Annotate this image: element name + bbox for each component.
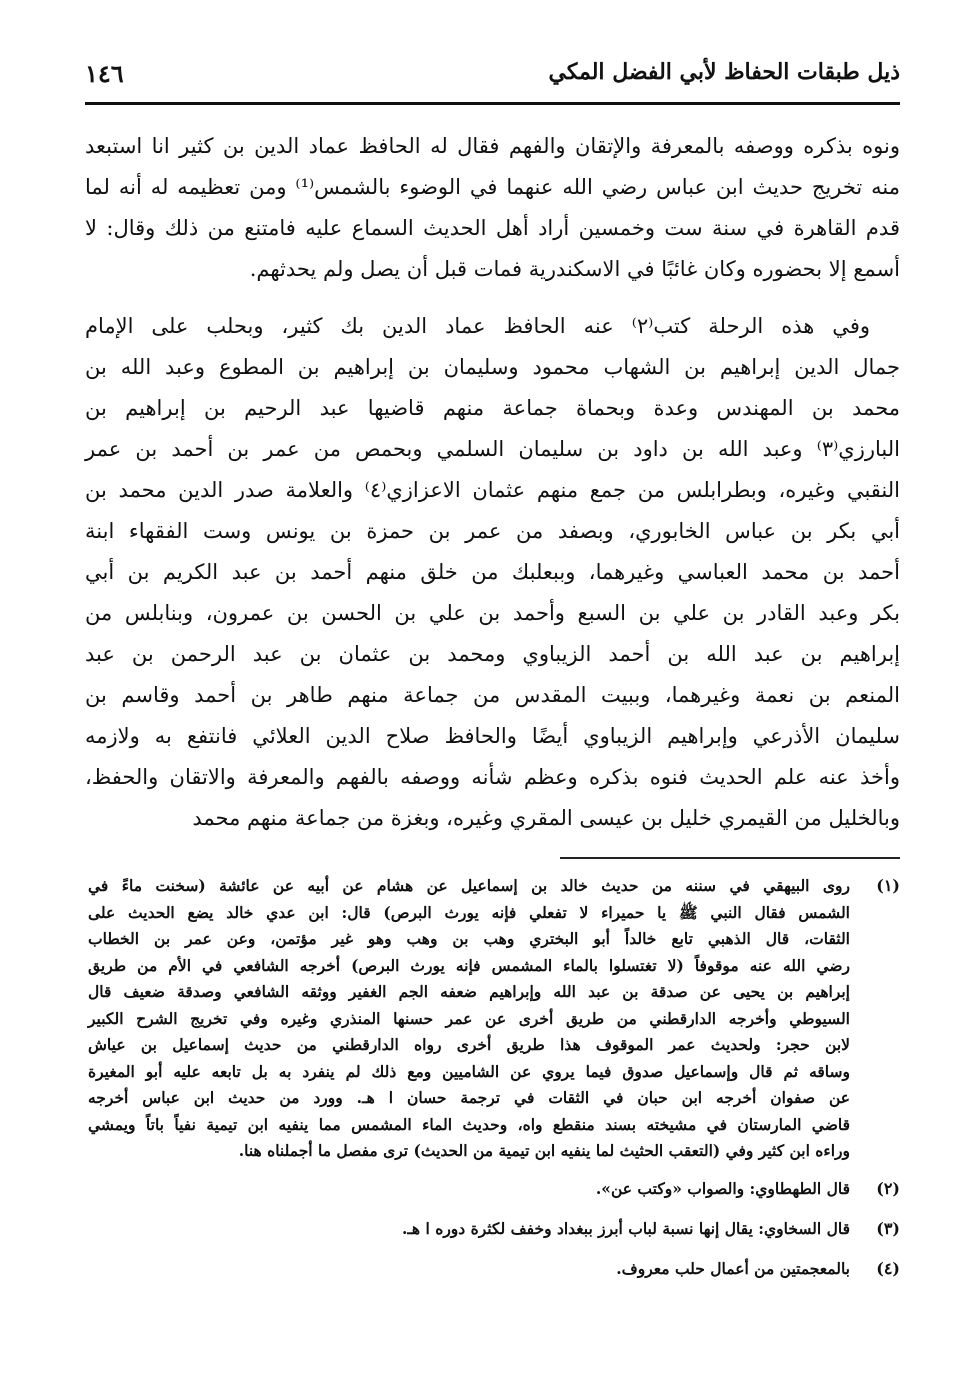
footnote-text <box>88 1213 850 1245</box>
footnote-line: إبراهيم بن يحيى عن صدقة بن عبد الله وإبراهيم ضعفه الجم الغفير ووثقه الشافعي وصدقة ضعيف قال <box>88 982 850 1001</box>
footnote-line: قال الطهطاوي: والصواب «وكتب عن». <box>595 1178 850 1198</box>
footnote-line: وراءه ابن كثير وفي (التعقب الحثيث لما ينفيه ابن تيمية من الحديث) ترى مفصل ما أجملناه هنا. <box>238 1141 850 1160</box>
footnote <box>88 1213 900 1245</box>
footnote-text <box>88 873 850 1165</box>
text-line: جمال الدين إبراهيم بن الشهاب محمود وسليمان بن إبراهيم بن المطوع وعبد الله بن <box>85 355 900 379</box>
paragraph <box>85 126 900 290</box>
page-header <box>85 55 900 95</box>
header-rule <box>85 102 900 105</box>
footnote <box>88 1173 900 1205</box>
paragraph <box>85 306 900 839</box>
text-line: أسمع إلا بحضوره وكان غائبًا في الاسكندرية فمات قبل أن يصل ولم يحدثهم. <box>249 257 900 281</box>
footnote-line: روى البيهقي في سننه من حديث خالد بن إسماعيل عن هشام عن أبيه عن عائشة (سخنت ماءً في <box>88 876 850 895</box>
text-line: وفي هذه الرحلة كتب⁽٢⁾ عنه الحافظ عماد الدين بك كثير، وبحلب على الإمام <box>85 314 870 338</box>
footnote-number: (٤) <box>876 1258 900 1278</box>
text-line: أحمد بن محمد العباسي وغيرهما، وببعلبك من خلق منهم أحمد بن عبد الكريم بن أبي <box>85 560 900 584</box>
text-line: أبي بكر بن عباس الخابوري، وبصفد من عمر بن حمزة بن يونس وست الفقهاء ابنة <box>85 519 900 543</box>
running-title: ذيل طبقات الحفاظ لأبي الفضل المكي <box>548 59 900 85</box>
footnote-line: الشمس فقال النبي ﷺ يا حميراء لا تفعلي فإنه يورث البرص) قال: ابن عدي خالد يضع الحديث على <box>88 902 850 922</box>
paragraph-gap <box>85 290 900 306</box>
footnote <box>88 1253 900 1285</box>
text-line: وبالخليل من القيمري خليل بن عيسى المقري وغيره، وبغزة من جماعة منهم محمد <box>192 806 900 830</box>
footnote-line: قاضي المارستان في مشيخته بسند منقطع واه، وحديث الماء المشمس مما ينفيه ابن تيمية نفياً باتاً ويمشي <box>88 1114 850 1134</box>
footnote-line: الثقات، قال الذهبي تابع خالداً أبو البختري وهب بن وهب وهو غير مؤتمن، وعن عمر بن الخطاب <box>88 929 850 948</box>
text-line: بكر وعبد القادر بن علي بن السبع وأحمد بن علي بن الحسن بن عمرون، وبنابلس من <box>85 601 900 625</box>
footnote-line: رضي الله عنه موقوفاً (لا تغتسلوا بالماء المشمس فإنه يورث البرص) أخرجه الشافعي في الأم من طريق <box>88 955 850 975</box>
footnotes <box>88 873 900 1285</box>
footnote-line: عن صفوان أخرجه ابن حبان في الثقات في ترجمة حسان ا هـ. وورد من حديث ابن عباس أخرجه <box>88 1088 850 1107</box>
text-line: وأخذ عنه علم الحديث فنوه بذكره وعظم شأنه ووصفه بالفهم والمعرفة والاتقان والحفظ، <box>85 765 900 789</box>
footnote <box>88 873 900 1165</box>
footnote-number: (٣) <box>876 1218 900 1238</box>
footnote-separator <box>560 857 900 859</box>
footnote-number: (٢) <box>876 1178 900 1198</box>
main-text <box>85 126 900 839</box>
text-line: النقبي وغيره، وبطرابلس من جمع منهم عثمان الاعزازي⁽٤⁾ والعلامة صدر الدين محمد بن <box>85 478 900 502</box>
text-line: البارزي⁽٣⁾ وعبد الله بن داود بن سليمان السلمي وبحمص من عمر بن أحمد بن عمر <box>85 437 900 461</box>
footnote-line: بالمعجمتين من أعمال حلب معروف. <box>616 1258 850 1278</box>
text-line: منه تخريج حديث ابن عباس رضي الله عنهما في الوضوء بالشمس⁽¹⁾ ومن تعظيمه له أنه لما <box>85 175 900 199</box>
text-line: سليمان الأذرعي وإبراهيم الزيباوي أيضًا والحافظ صلاح الدين العلائي فانتفع به ولازمه <box>85 724 900 748</box>
text-line: قدم القاهرة في سنة ست وخمسين أراد أهل الحديث السماع عليه فامتنع من ذلك وقال: لا <box>85 216 900 240</box>
text-line: المنعم بن نعمة وغيرهما، وببيت المقدس من جماعة منهم طاهر بن أحمد وقاسم بن <box>85 683 900 707</box>
footnote-line: قال السخاوي: يقال إنها نسبة لباب أبرز ببغداد وخفف لكثرة دوره ا هـ. <box>401 1218 850 1238</box>
page-number: ١٤٦ <box>85 59 124 88</box>
footnote-line: لابن حجر: ولحديث عمر الموقوف هذا طريق أخرى رواه الدارقطني من حديث إسماعيل بن عياش <box>88 1035 850 1054</box>
footnote-text <box>88 1173 850 1205</box>
footnote-text <box>88 1253 850 1285</box>
text-line: إبراهيم بن عبد الله بن أحمد الزيباوي ومحمد بن عثمان بن عبد الرحمن بن عبد <box>85 642 901 666</box>
footnote-line: وساقه ثم قال وإسماعيل صدوق فيما يروي عن الشاميين ومع ذلك لم ينفرد به بل تابعه عليه أبو المغيرة <box>88 1061 850 1081</box>
text-line: محمد بن المهندس وعدة وبحماة جماعة منهم قاضيها عبد الرحيم بن إبراهيم بن <box>85 396 900 420</box>
footnote-line: السيوطي وأخرجه الدارقطني من طريق أخرى عن عمر حسنها المنذري وغيره وفي تخريج الشرح الكبير <box>88 1008 850 1028</box>
footnote-number: (١) <box>876 876 900 895</box>
text-line: ونوه بذكره ووصفه بالمعرفة والإتقان والفهم فقال له الحافظ عماد الدين بن كثير انا استبعد <box>85 134 900 158</box>
